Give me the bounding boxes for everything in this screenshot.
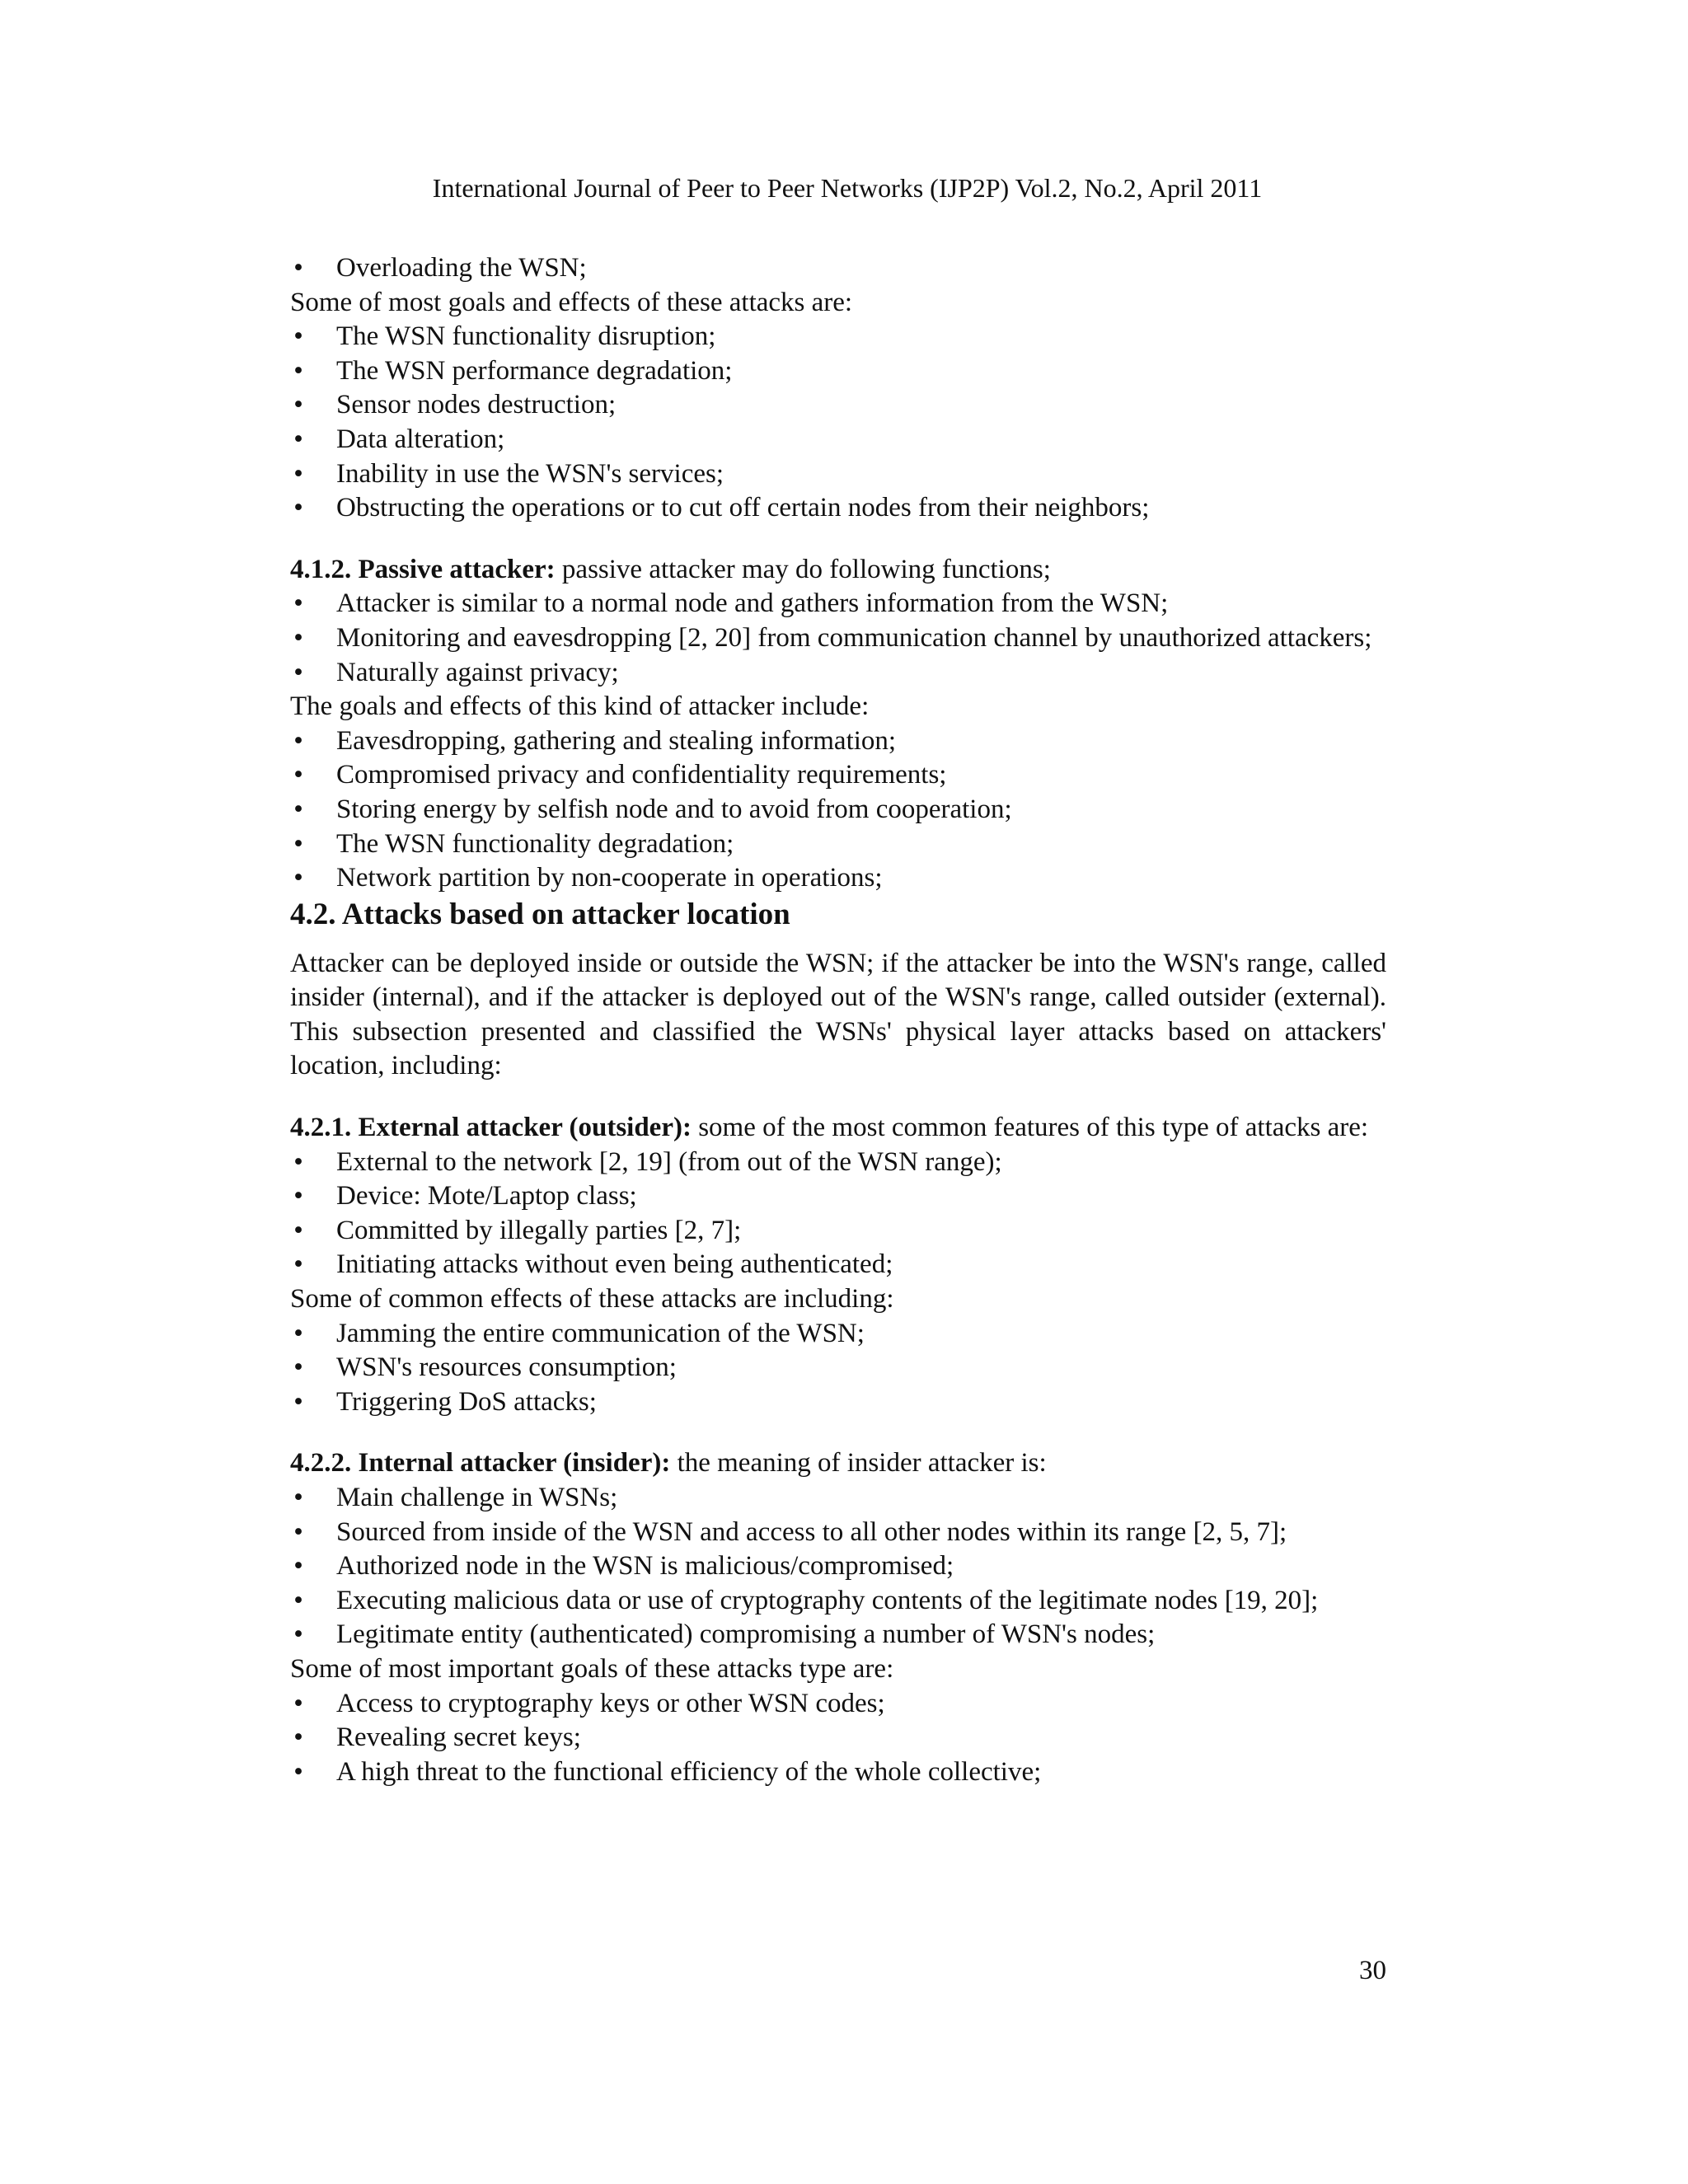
list-item-text: Overloading the WSN;	[336, 253, 587, 283]
subsection-4-2-2	[290, 1446, 1386, 1481]
list-item	[290, 320, 1386, 354]
list-lead: Some of common effects of these attacks are including:	[290, 1284, 894, 1315]
list-item-text: External to the network [2, 19] (from out of the WSN range);	[336, 1146, 1002, 1177]
subsection-text: the meaning of insider attacker is:	[670, 1448, 1047, 1479]
bullet-icon: •	[293, 863, 303, 893]
bullet-icon: •	[293, 321, 303, 352]
list-item-text: Executing malicious data or use of cryptography contents of the legitimate nodes [19, 20];	[336, 1585, 1319, 1615]
list-item	[290, 1248, 1386, 1282]
bullet-icon: •	[293, 1483, 303, 1512]
bullet-icon: •	[293, 1249, 303, 1280]
bullet-list	[290, 251, 1386, 286]
subsection-text: some of the most common features of this type of attacks are:	[691, 1113, 1369, 1143]
list-item-text: Sourced from inside of the WSN and access to all other nodes within its range [2, 5, 7];	[336, 1516, 1287, 1547]
section-heading-4-2: 4.2. Attacks based on attacker location	[290, 897, 790, 931]
bullet-icon: •	[293, 828, 303, 859]
list-item-text: Attacker is similar to a normal node and gathers information from the WSN;	[336, 588, 1169, 619]
bullet-list	[290, 1146, 1386, 1282]
list-item-text: Monitoring and eavesdropping [2, 20] from communication channel by unauthorized attackers;	[336, 622, 1372, 653]
list-item	[290, 1516, 1386, 1550]
bullet-icon: •	[293, 622, 303, 653]
bullet-icon: •	[293, 1688, 303, 1718]
list-item	[290, 724, 1386, 759]
list-item	[290, 1214, 1386, 1249]
list-item	[290, 388, 1386, 423]
list-item-text: The WSN performance degradation;	[336, 355, 733, 386]
list-item	[290, 827, 1386, 862]
bullet-icon: •	[293, 1146, 303, 1177]
list-item	[290, 1721, 1386, 1755]
list-item	[290, 457, 1386, 492]
list-item-text: Naturally against privacy;	[336, 657, 619, 687]
bullet-icon: •	[293, 1722, 303, 1753]
list-item-text: Triggering DoS attacks;	[336, 1386, 597, 1417]
subsection-title: 4.2.1. External attacker (outsider):	[290, 1113, 692, 1143]
list-lead: The goals and effects of this kind of attacker include:	[290, 691, 870, 722]
bullet-icon: •	[293, 760, 303, 790]
bullet-icon: •	[293, 1386, 303, 1417]
bullet-icon: •	[293, 253, 303, 283]
list-item	[290, 1584, 1386, 1619]
list-item-text: Storing energy by selfish node and to avoid from cooperation;	[336, 794, 1012, 824]
subsection-text: passive attacker may do following functions;	[555, 554, 1051, 584]
list-item-text: Jamming the entire communication of the WSN;	[336, 1318, 865, 1348]
bullet-list	[290, 1687, 1386, 1790]
bullet-icon: •	[293, 493, 303, 523]
list-item	[290, 423, 1386, 457]
bullet-icon: •	[293, 1181, 303, 1212]
list-item	[290, 861, 1386, 896]
list-lead: Some of most important goals of these attacks type are:	[290, 1653, 894, 1684]
list-item	[290, 1481, 1386, 1516]
list-item-text: Sensor nodes destruction;	[336, 390, 617, 420]
section-paragraph: Attacker can be deployed inside or outside the WSN; if the attacker be into the WSN's range, called insider (internal), and if the attacker is deployed out of the WSN's range, called outsider (external). This subsection presented and classified the WSNs' physical layer attacks based on attackers' location, including:	[290, 948, 1386, 1081]
page-number: 30	[1359, 1956, 1386, 1985]
list-item	[290, 793, 1386, 827]
list-item-text: Data alteration;	[336, 424, 505, 454]
subsection-title: 4.1.2. Passive attacker:	[290, 554, 556, 584]
list-item-text: The WSN functionality degradation;	[336, 828, 734, 859]
subsection-4-1-2	[290, 553, 1386, 588]
bullet-list	[290, 320, 1386, 526]
list-item	[290, 1317, 1386, 1352]
list-item-text: A high threat to the functional efficiency of the whole collective;	[336, 1756, 1042, 1787]
bullet-icon: •	[293, 1619, 303, 1650]
list-item-text: Initiating attacks without even being authenticated;	[336, 1249, 893, 1280]
list-item	[290, 1549, 1386, 1584]
list-item-text: Authorized node in the WSN is malicious/compromised;	[336, 1551, 954, 1582]
list-item-text: Inability in use the WSN's services;	[336, 458, 724, 489]
bullet-icon: •	[293, 794, 303, 824]
bullet-icon: •	[293, 725, 303, 756]
bullet-list	[290, 1317, 1386, 1420]
list-item-text: Network partition by non-cooperate in operations;	[336, 863, 883, 893]
list-item-text: Revealing secret keys;	[336, 1722, 581, 1753]
list-item	[290, 587, 1386, 621]
list-item	[290, 621, 1386, 656]
list-lead: Some of most goals and effects of these attacks are:	[290, 287, 853, 317]
bullet-icon: •	[293, 1551, 303, 1582]
list-item	[290, 758, 1386, 793]
list-item	[290, 251, 1386, 286]
list-item	[290, 1755, 1386, 1790]
bullet-icon: •	[293, 424, 303, 454]
list-item-text: Eavesdropping, gathering and stealing information;	[336, 725, 897, 756]
running-header: International Journal of Peer to Peer Networks (IJP2P) Vol.2, No.2, April 2011	[432, 173, 1263, 203]
bullet-icon: •	[293, 355, 303, 386]
bullet-icon: •	[293, 1585, 303, 1615]
list-item	[290, 1385, 1386, 1420]
list-item	[290, 1179, 1386, 1214]
list-item-text: Obstructing the operations or to cut off certain nodes from their neighbors;	[336, 493, 1150, 523]
list-item-text: Compromised privacy and confidentiality requirements;	[336, 760, 947, 790]
subsection-title: 4.2.2. Internal attacker (insider):	[290, 1448, 671, 1479]
list-item-text: Device: Mote/Laptop class;	[336, 1181, 637, 1212]
bullet-icon: •	[293, 1215, 303, 1245]
list-item	[290, 491, 1386, 526]
list-item-text: Main challenge in WSNs;	[336, 1483, 618, 1512]
bullet-list	[290, 1481, 1386, 1652]
bullet-list	[290, 587, 1386, 690]
list-item-text: Legitimate entity (authenticated) compromising a number of WSN's nodes;	[336, 1619, 1156, 1650]
list-item-text: The WSN functionality disruption;	[336, 321, 716, 352]
bullet-icon: •	[293, 1352, 303, 1383]
body-text	[290, 251, 1386, 1789]
list-item-text: WSN's resources consumption;	[336, 1352, 677, 1383]
list-item	[290, 656, 1386, 691]
list-item	[290, 354, 1386, 389]
bullet-icon: •	[293, 1516, 303, 1547]
list-item	[290, 1687, 1386, 1722]
bullet-icon: •	[293, 1756, 303, 1787]
bullet-icon: •	[293, 588, 303, 619]
bullet-icon: •	[293, 657, 303, 687]
bullet-icon: •	[293, 1318, 303, 1348]
subsection-4-2-1	[290, 1111, 1386, 1146]
bullet-list	[290, 724, 1386, 896]
list-item-text: Committed by illegally parties [2, 7];	[336, 1215, 742, 1245]
bullet-icon: •	[293, 458, 303, 489]
list-item	[290, 1146, 1386, 1180]
bullet-icon: •	[293, 390, 303, 420]
list-item-text: Access to cryptography keys or other WSN codes;	[336, 1688, 885, 1718]
list-item	[290, 1351, 1386, 1385]
list-item	[290, 1618, 1386, 1652]
